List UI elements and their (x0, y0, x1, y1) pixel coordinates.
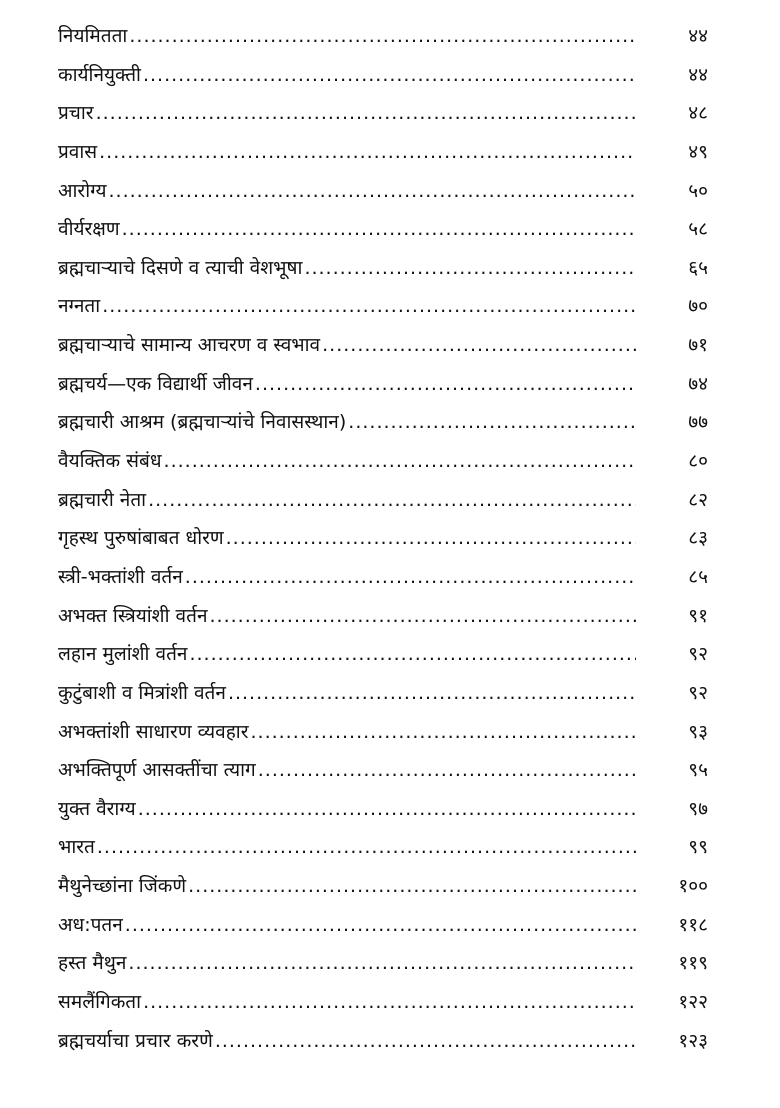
toc-entry-title: ब्रह्मचर्य—एक विद्यार्थी जीवन (58, 372, 253, 395)
toc-entry (58, 906, 708, 945)
toc-entry-page: ६५ (688, 256, 708, 279)
toc-entry-left (58, 983, 638, 1021)
dot-leader (143, 983, 636, 1021)
toc-entry-left (58, 481, 638, 519)
toc-entry-page: ८० (688, 450, 708, 473)
toc-entry-left (58, 597, 638, 635)
toc-entry-left (58, 17, 638, 55)
toc-entry-page: ८५ (688, 565, 708, 588)
dot-leader (125, 906, 636, 944)
toc-entry (58, 94, 708, 133)
toc-entry-title: मैथुनेच्छांना जिंकणे (58, 875, 187, 898)
toc-entry-page: ४८ (688, 102, 708, 125)
toc-entry-left (58, 56, 638, 94)
toc-entry (58, 751, 708, 790)
toc-entry-page: ५८ (688, 218, 708, 241)
dot-leader (258, 751, 636, 789)
dot-leader (108, 172, 636, 210)
toc-entry-left (58, 210, 638, 248)
dot-leader (143, 56, 636, 94)
toc-entry (58, 519, 708, 558)
toc-entry-left (58, 403, 638, 441)
toc-entry-left (58, 365, 638, 403)
toc-entry (58, 210, 708, 249)
toc-entry (58, 249, 708, 288)
dot-leader (228, 674, 636, 712)
toc-entry-page: ४४ (688, 63, 708, 86)
toc-entry-left (58, 287, 638, 325)
toc-entry-title: नियमितता (58, 25, 128, 47)
toc-entry-page: ७४ (688, 372, 708, 395)
toc-entry-page: ९२ (688, 681, 708, 704)
toc-entry (58, 790, 708, 829)
toc-entry-page: ११८ (678, 913, 708, 936)
dot-leader (255, 365, 636, 403)
toc-entry-page: ४४ (688, 25, 708, 47)
toc-entry-title: लहान मुलांशी वर्तन (58, 643, 188, 666)
toc-entry-title: कुटुंबाशी व मित्रांशी वर्तन (58, 681, 226, 704)
dot-leader (97, 828, 636, 866)
toc-entry-title: वीर्यरक्षण (58, 218, 120, 241)
toc-entry-title: अध:पतन (58, 913, 123, 936)
toc-entry-left (58, 519, 638, 557)
toc-entry-left (58, 828, 638, 866)
dot-leader (189, 635, 636, 673)
toc-entry-title: प्रवास (58, 140, 98, 163)
toc-entry-title: कार्यनियुक्ती (58, 63, 141, 86)
dot-leader (188, 867, 636, 905)
toc-entry-left (58, 558, 638, 596)
toc-entry-title: भारत (58, 836, 95, 859)
toc-entry-title: अभक्त स्त्रियांशी वर्तन (58, 604, 208, 627)
toc-entry-title: ब्रह्मचाऱ्याचे दिसणे व त्याची वेशभूषा (58, 256, 303, 279)
dot-leader (122, 210, 636, 248)
toc-entry-left (58, 944, 638, 982)
dot-leader (226, 519, 636, 557)
toc-entry-left (58, 674, 638, 712)
toc-entry (58, 172, 708, 211)
dot-leader (128, 944, 636, 982)
toc-entry (58, 442, 708, 481)
toc-entry-left (58, 249, 638, 287)
dot-leader (129, 17, 636, 55)
toc-entry-title: ब्रह्मचर्याचा प्रचार करणे (58, 1029, 213, 1052)
toc-entry (58, 597, 708, 636)
dot-leader (102, 287, 636, 325)
dot-leader (138, 790, 636, 828)
toc-entry-page: ७७ (688, 411, 708, 434)
toc-entry-left (58, 326, 638, 364)
toc-entry-title: नग्नता (58, 295, 101, 318)
toc-entry (58, 56, 708, 95)
toc-entry-title: गृहस्थ पुरुषांबाबत धोरण (58, 527, 224, 550)
toc-entry-page: ९७ (688, 797, 708, 820)
toc-entry (58, 867, 708, 906)
toc-entry-page: ५० (688, 179, 708, 202)
dot-leader (148, 481, 636, 519)
toc-entry-page: ९१ (688, 604, 708, 627)
toc-entry (58, 365, 708, 404)
toc-entry-left (58, 635, 638, 673)
dot-leader (210, 597, 637, 635)
toc-entry-title: ब्रह्मचाऱ्याचे सामान्य आचरण व स्वभाव (58, 334, 321, 357)
toc-entry (58, 983, 708, 1022)
toc-entry-title: अभक्तिपूर्ण आसक्तींचा त्याग (58, 759, 256, 782)
toc-entry-left (58, 133, 638, 171)
toc-entry-title: आरोग्य (58, 179, 107, 202)
toc-entry-page: १०० (678, 875, 708, 898)
toc-entry-left (58, 94, 638, 132)
toc-entry-page: ८२ (688, 488, 708, 511)
toc-entry-title: प्रचार (58, 102, 94, 125)
toc-entry-page: ९५ (688, 759, 708, 782)
toc-entry-left (58, 751, 638, 789)
toc-entry-left (58, 713, 638, 751)
toc-entry-left (58, 790, 638, 828)
toc-entry-page: ११९ (678, 952, 708, 975)
toc-entry-title: ब्रह्मचारी आश्रम (ब्रह्मचाऱ्यांचे निवासस्थान) (58, 411, 347, 434)
toc-entry (58, 287, 708, 326)
toc-entry-page: ९३ (688, 720, 708, 743)
dot-leader (99, 133, 636, 171)
toc-entry (58, 481, 708, 520)
toc-entry (58, 713, 708, 752)
toc-entry-left (58, 1022, 638, 1060)
toc-entry-page: ४९ (688, 140, 708, 163)
toc-entry-title: अभक्तांशी साधारण व्यवहार (58, 720, 249, 743)
toc-entry (58, 326, 708, 365)
dot-leader (164, 442, 636, 480)
toc-entry (58, 674, 708, 713)
toc-entry (58, 828, 708, 867)
toc-entry-title: स्त्री-भक्तांशी वर्तन (58, 565, 183, 588)
dot-leader (96, 94, 636, 132)
toc-entry-page: ८३ (688, 527, 708, 550)
toc-entry-title: समलैंगिकता (58, 991, 142, 1014)
toc-entry-title: वैयक्तिक संबंध (58, 450, 162, 473)
dot-leader (348, 403, 636, 441)
toc-entry-title: युक्त वैराग्य (58, 797, 136, 820)
dot-leader (215, 1022, 636, 1060)
toc-entry-page: ९९ (688, 836, 708, 859)
toc-entry (58, 17, 708, 56)
toc-entry-title: ब्रह्मचारी नेता (58, 488, 147, 511)
toc-entry (58, 635, 708, 674)
toc-entry-page: ७० (688, 295, 708, 318)
table-of-contents (58, 17, 708, 1060)
toc-entry-left (58, 906, 638, 944)
toc-entry-title: हस्त मैथुन (58, 952, 127, 975)
toc-entry-page: १२२ (678, 991, 708, 1014)
dot-leader (304, 249, 636, 287)
toc-entry-page: ७१ (688, 334, 708, 357)
toc-entry (58, 558, 708, 597)
toc-entry-left (58, 172, 638, 210)
toc-entry (58, 1022, 708, 1061)
toc-entry-left (58, 442, 638, 480)
toc-entry-left (58, 867, 638, 905)
toc-entry-page: १२३ (678, 1029, 708, 1052)
dot-leader (250, 713, 636, 751)
toc-entry (58, 944, 708, 983)
toc-entry (58, 403, 708, 442)
toc-entry-page: ९२ (688, 643, 708, 666)
toc-entry (58, 133, 708, 172)
dot-leader (185, 558, 636, 596)
dot-leader (322, 326, 636, 364)
